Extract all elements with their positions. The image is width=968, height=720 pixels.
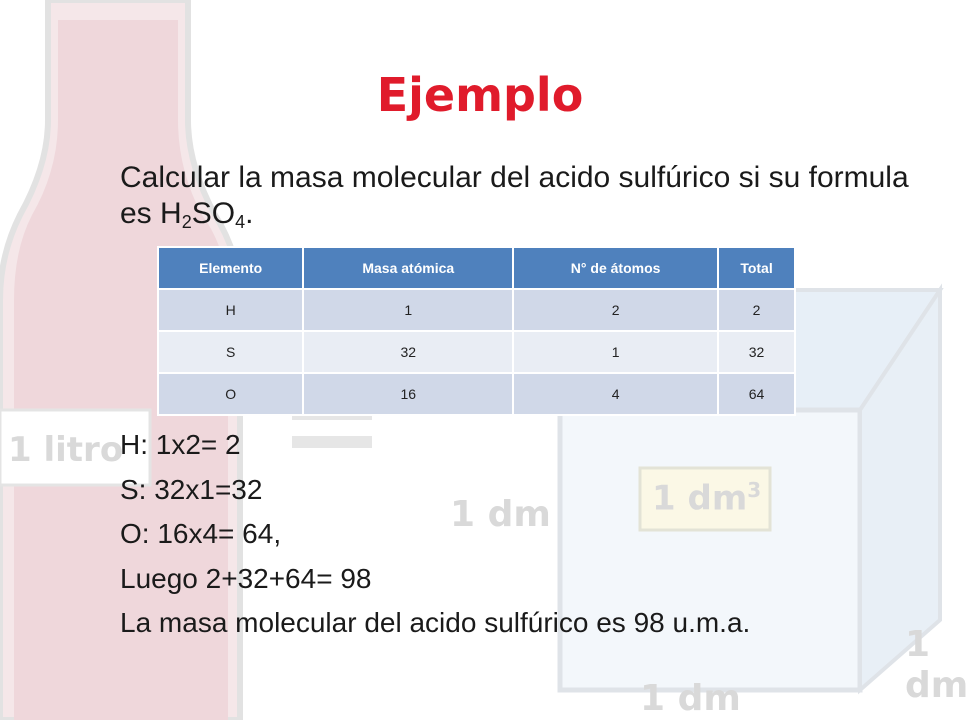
- intro-text: [120, 160, 920, 232]
- table-cell: 32: [303, 331, 513, 373]
- intro-sub-4: 4: [235, 212, 246, 232]
- cube-depth-label: 1 dm: [905, 624, 968, 706]
- bottle-volume-label: 1 litro: [8, 430, 124, 470]
- cube-volume-label-sup: 3: [747, 478, 762, 502]
- header-num-atomos: N° de átomos: [513, 247, 718, 289]
- calc-line-o: O: 16x4= 64,: [120, 518, 282, 549]
- header-elemento: Elemento: [158, 247, 303, 289]
- table-cell: S: [158, 331, 303, 373]
- calc-line-result: La masa molecular del acido sulfúrico es 98 u.m.a.: [120, 607, 751, 638]
- table-cell: 32: [718, 331, 795, 373]
- intro-formula-mid: SO: [191, 197, 236, 230]
- cube-bottom-label: 1 dm: [640, 678, 741, 719]
- calc-line-s: S: 32x1=32: [120, 473, 263, 505]
- intro-sub-2: 2: [181, 212, 192, 232]
- table-header-row: [158, 247, 795, 289]
- calculation-block: [120, 423, 940, 646]
- cube-volume-label-text: 1 dm: [652, 478, 748, 519]
- intro-end: .: [245, 197, 254, 230]
- table-row: [158, 373, 795, 415]
- cube-width-label: 1 dm: [450, 494, 551, 535]
- header-total: Total: [718, 247, 795, 289]
- calc-line-h: H: 1x2= 2: [120, 429, 241, 460]
- table-row: [158, 289, 795, 331]
- table-cell: 64: [718, 373, 795, 415]
- table-cell: O: [158, 373, 303, 415]
- intro-main: Calcular la masa molecular del acido sulfúrico si su formula es H: [120, 161, 909, 230]
- atomic-mass-table: [157, 246, 796, 416]
- table-cell: H: [158, 289, 303, 331]
- header-masa-atomica: Masa atómica: [303, 247, 513, 289]
- table-row: [158, 331, 795, 373]
- calc-line-sum: Luego 2+32+64= 98: [120, 562, 372, 594]
- table-cell: 1: [513, 331, 718, 373]
- table-cell: 16: [303, 373, 513, 415]
- table-cell: 4: [513, 373, 718, 415]
- slide-title: Ejemplo: [376, 68, 584, 122]
- table-cell: 2: [513, 289, 718, 331]
- table-cell: 1: [303, 289, 513, 331]
- table-cell: 2: [718, 289, 795, 331]
